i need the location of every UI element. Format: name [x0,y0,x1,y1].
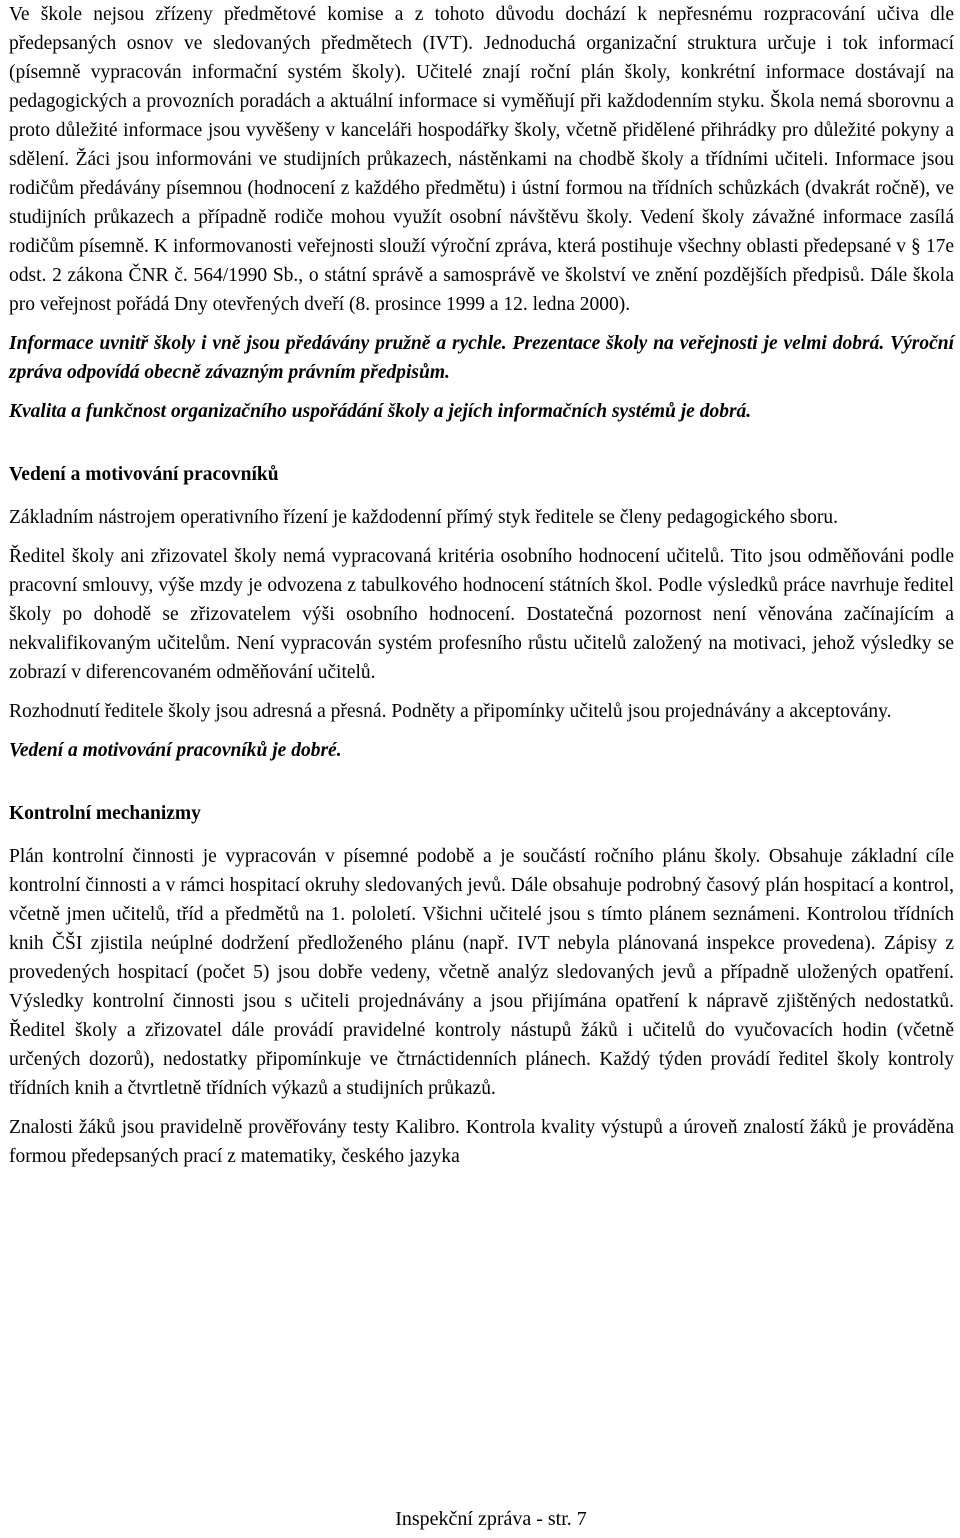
footer-page-number: Inspekční zpráva - str. 7 [395,1508,587,1530]
page-footer [0,1506,960,1532]
document-page [9,0,954,1181]
section-heading-control: Kontrolní mechanizmy [9,803,201,824]
paragraph-control-1: Plán kontrolní činnosti je vypracován v písemné podobě a je součástí ročního plánu školy. Obsahuje základní cíle kontrolní činnosti a v rámci hospitací okruhy sledovaných jevů. Dále obsahuje podrobný časový plán hospitací a kontrol, včetně jmen učitelů, tříd a předmětů na 1. pololetí. Všichni učitelé jsou s tímto plánem seznámeni. Kontrolou třídních knih ČŠI zjistila neúplné dodržení předloženého plánu (např. IVT nebyla plánovaná inspekce provedena). Zápisy z provedených hospitací (počet 5) jsou dobře vedeny, včetně analýz sledovaných jevů a případně uložených opatření. Výsledky kontrolní činnosti jsou s učiteli projednávány a jsou přijímána opatření k nápravě zjištěných nedostatků. Ředitel školy a zřizovatel dále provádí pravidelné kontroly nástupů žáků i učitelů do vyučovacích hodin (včetně určených dozorů), nedostatky připomínkuje ve čtrnáctidenních plánech. Každý týden provádí ředitel školy kontroly třídních knih a čtvrtletně třídních výkazů a studijních průkazů. [9,846,954,1099]
paragraph-information-flow: Ve škole nejsou zřízeny předmětové komise a z tohoto důvodu dochází k nepřesnému rozpracování učiva dle předepsaných osnov ve sledovaných předmětech (IVT). Jednoduchá organizační struktura určuje i tok informací (písemně vypracován informační systém školy). Učitelé znají roční plán školy, konkrétní informace dostávají na pedagogických a provozních poradách a aktuální informace si vyměňují při každodenním styku. Škola nemá sborovnu a proto důležité informace jsou vyvěšeny v kanceláři hospodářky školy, včetně přidělené přihrádky pro důležité pokyny a sdělení. Žáci jsou informováni ve studijních průkazech, nástěnkami na chodbě školy a třídními učiteli. Informace jsou rodičům předávány písemnou (hodnocení z každého předmětu) i ústní formou na třídních schůzkách (dvakrát ročně), ve studijních průkazech a případně rodiče mohou využít osobní návštěvu školy. Vedení školy závažné informace zasílá rodičům písemně. K informovanosti veřejnosti slouží výroční zpráva, která postihuje všechny oblasti předepsané v § 17e odst. 2 zákona ČNR č. 564/1990 Sb., o státní správě a samosprávě ve školství ve znění pozdějších předpisů. Dále škola pro veřejnost pořádá Dny otevřených dveří (8. prosince 1999 a 12. ledna 2000). [9,4,954,315]
section-heading-motivation: Vedení a motivování pracovníků [9,464,279,485]
paragraph-motivation-1: Základním nástrojem operativního řízení je každodenní přímý styk ředitele se členy pedagogického sboru. [9,507,839,528]
paragraph-motivation-3: Rozhodnutí ředitele školy jsou adresná a přesná. Podněty a připomínky učitelů jsou projednávány a akceptovány. [9,701,892,722]
conclusion-organization: Kvalita a funkčnost organizačního uspořádání školy a jejích informačních systémů je dobrá. [9,401,752,422]
paragraph-control-2: Znalosti žáků jsou pravidelně prověřovány testy Kalibro. Kontrola kvality výstupů a úroveň znalostí žáků je prováděna formou předepsaných prací z matematiky, českého jazyka [9,1117,954,1167]
paragraph-motivation-2: Ředitel školy ani zřizovatel školy nemá vypracovaná kritéria osobního hodnocení učitelů. Tito jsou odměňováni podle pracovní smlouvy, výše mzdy je odvozena z tabulkového hodnocení státních škol. Podle výsledků práce navrhuje ředitel školy po dohodě se zřizovatelem výši osobního hodnocení. Dostatečná pozornost není věnována začínajícím a nekvalifikovaným učitelům. Není vypracován systém profesního růstu učitelů založený na motivaci, jehož výsledky se zobrazí v diferencovaném odměňování učitelů. [9,546,954,683]
conclusion-information: Informace uvnitř školy i vně jsou předávány pružně a rychle. Prezentace školy na veřejnosti je velmi dobrá. Výroční zpráva odpovídá obecně závazným právním předpisům. [9,333,954,383]
conclusion-motivation: Vedení a motivování pracovníků je dobré. [9,740,342,761]
